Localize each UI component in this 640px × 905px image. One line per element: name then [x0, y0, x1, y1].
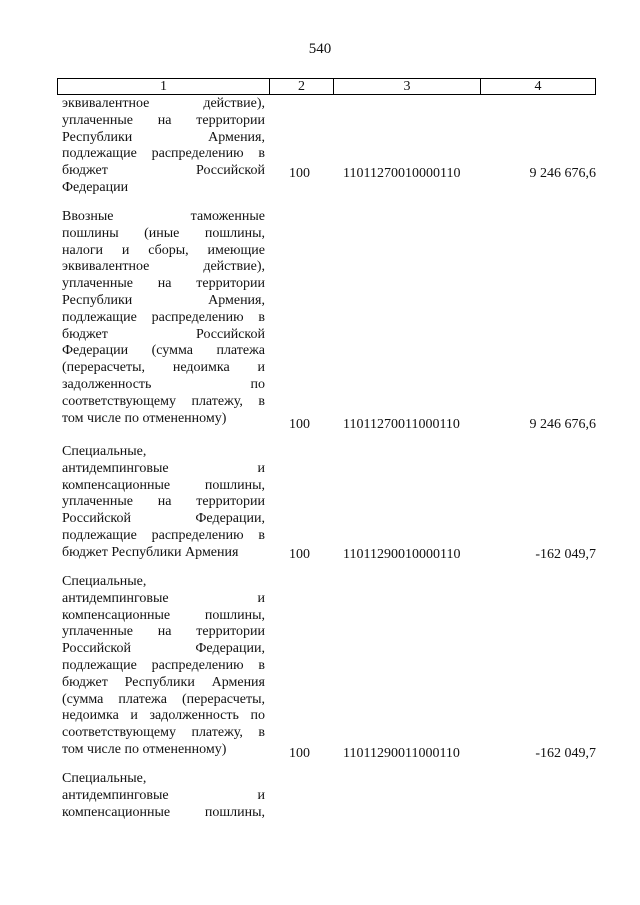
row-code: 100 [289, 417, 310, 432]
row-description [62, 574, 265, 759]
row-amount: -162 049,7 [535, 746, 596, 761]
description-line: Республики Армения, [62, 292, 265, 308]
description-line: бюджет Российской [62, 163, 265, 179]
description-line: бюджет Республики Армения [62, 674, 265, 690]
description-line: Специальные, [62, 771, 147, 786]
description-line: подлежащие распределению в [62, 657, 265, 673]
description-line: бюджет Республики Армения [62, 544, 239, 560]
description-line: уплаченные на территории [62, 494, 265, 510]
description-line: недоимка и задолженность по [62, 708, 265, 724]
description-line: уплаченные на территории [62, 624, 265, 640]
description-line: антидемпинговые и [62, 787, 265, 803]
description-line: Российской Федерации, [62, 511, 265, 527]
row-code: 100 [289, 746, 310, 761]
description-line: том числе по отмененному) [62, 410, 227, 426]
header-col-1: 1 [58, 79, 270, 94]
description-line: Ввозные таможенные [62, 209, 265, 224]
description-line: Федерации (сумма платежа [62, 343, 265, 359]
description-line: бюджет Российской [62, 326, 265, 342]
page-number: 540 [308, 41, 332, 57]
description-line: налоги и сборы, имеющие [62, 242, 265, 258]
description-line: эквивалентное действие), [62, 96, 265, 111]
row-kbk: 11011290011000110 [343, 746, 460, 761]
row-amount: 9 246 676,6 [529, 166, 596, 181]
description-line: компенсационные пошлины, [62, 607, 265, 623]
description-line: том числе по отмененному) [62, 741, 227, 757]
header-col-4: 4 [534, 79, 542, 94]
row-kbk: 11011270010000110 [343, 166, 461, 181]
row-amount: 9 246 676,6 [529, 417, 596, 432]
header-col-2: 2 [270, 79, 334, 94]
row-description [62, 444, 265, 562]
table-header [57, 78, 596, 95]
header-col-3: 3 [334, 79, 481, 94]
row-code: 100 [289, 547, 310, 562]
row-description [62, 771, 265, 821]
description-line: подлежащие распределению в [62, 309, 265, 325]
description-line: антидемпинговые и [62, 460, 265, 476]
description-line: уплаченные на территории [62, 112, 265, 128]
row-kbk: 11011290010000110 [343, 547, 461, 562]
description-line: Республики Армения, [62, 129, 265, 145]
row-description [62, 96, 265, 197]
description-line: соответствующему платежу, в [62, 393, 265, 409]
description-line: Специальные, [62, 574, 147, 589]
description-line: пошлины (иные пошлины, [62, 225, 265, 241]
row-code: 100 [289, 166, 310, 181]
row-kbk: 11011270011000110 [343, 417, 460, 432]
description-line: компенсационные пошлины, [62, 477, 265, 493]
row-description [62, 209, 265, 427]
row-amount: -162 049,7 [535, 547, 596, 562]
description-line: Федерации [62, 179, 129, 195]
description-line: Специальные, [62, 444, 147, 459]
description-line: антидемпинговые и [62, 590, 265, 606]
description-line: подлежащие распределению в [62, 146, 265, 162]
description-line: компенсационные пошлины, [62, 804, 265, 820]
description-line: (сумма платежа (перерасчеты, [62, 691, 265, 707]
description-line: эквивалентное действие), [62, 259, 265, 275]
description-line: задолженность по [62, 376, 265, 392]
description-line: (перерасчеты, недоимка и [62, 360, 265, 376]
description-line: подлежащие распределению в [62, 527, 265, 543]
description-line: уплаченные на территории [62, 276, 265, 292]
description-line: соответствующему платежу, в [62, 725, 265, 741]
description-line: Российской Федерации, [62, 641, 265, 657]
